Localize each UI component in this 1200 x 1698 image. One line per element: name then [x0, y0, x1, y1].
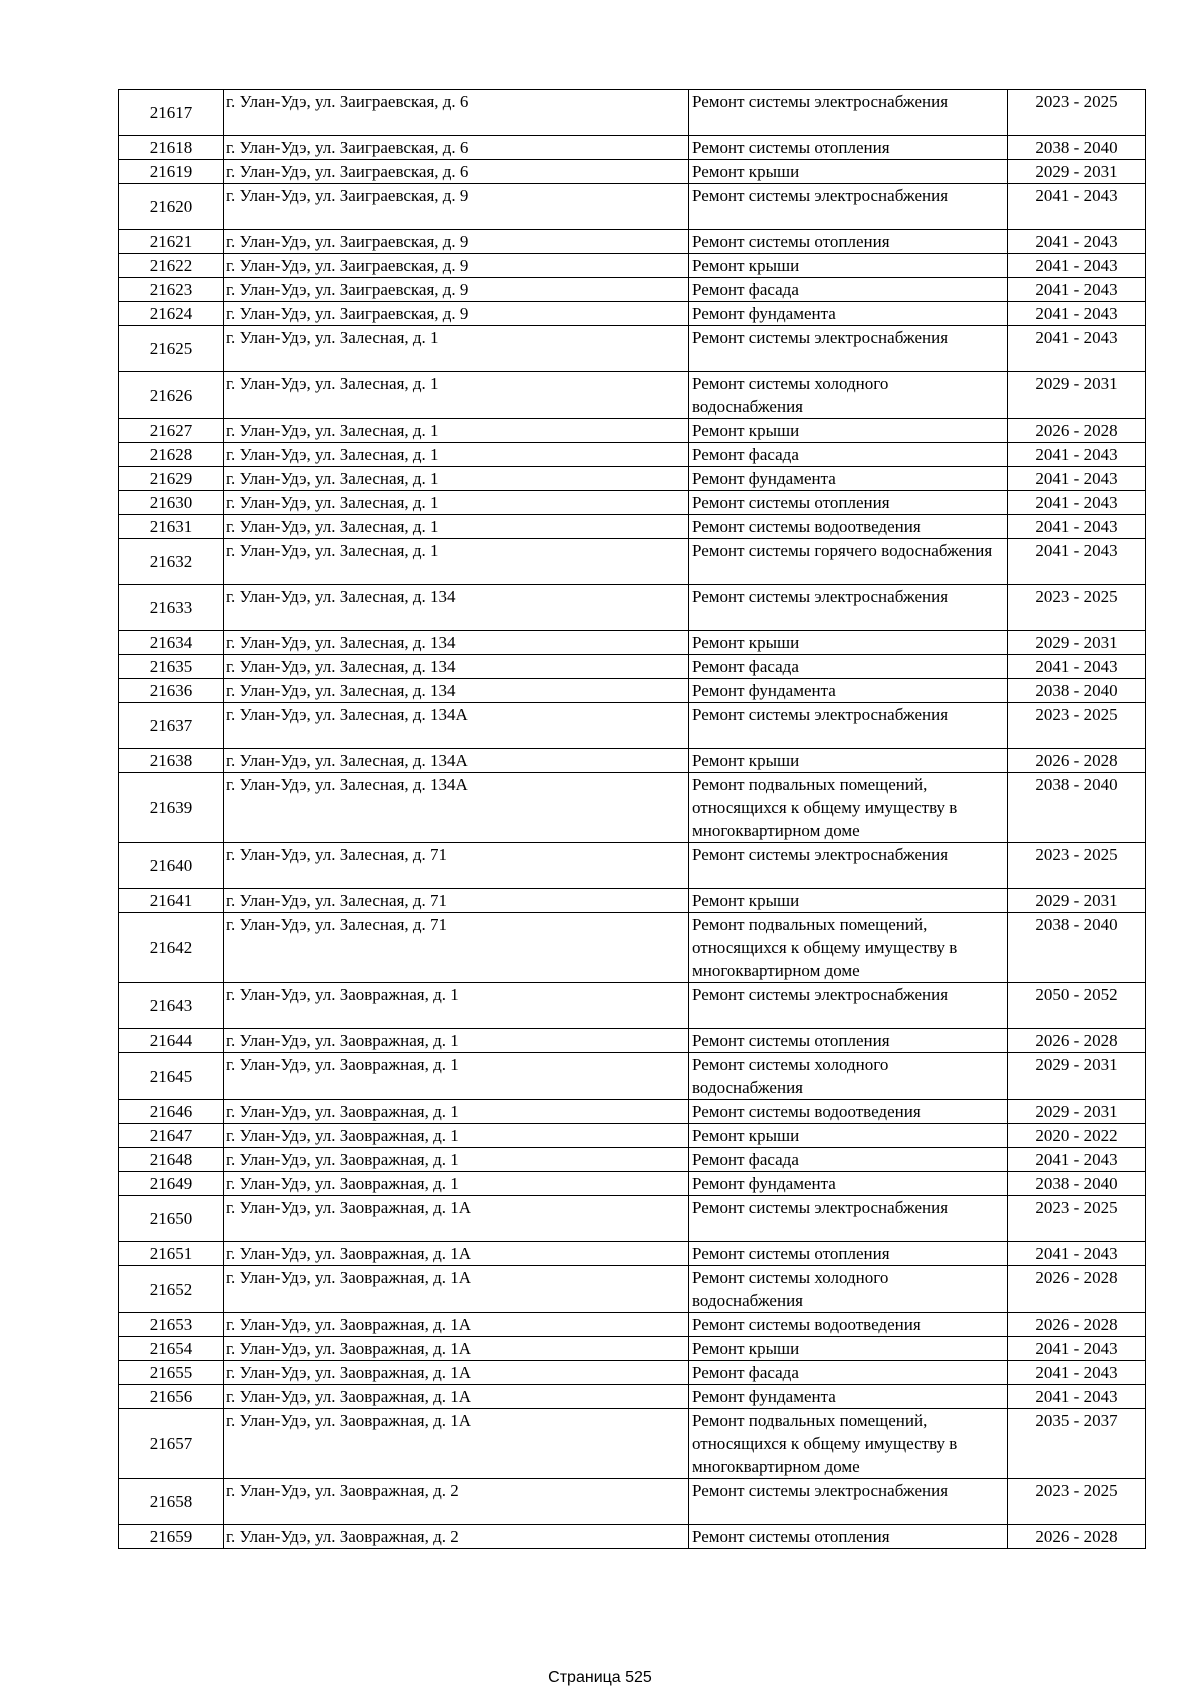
table-row: [119, 703, 1146, 749]
row-number: 21627: [119, 419, 224, 443]
row-address: г. Улан-Удэ, ул. Залесная, д. 1: [224, 443, 689, 467]
row-number: 21640: [119, 843, 224, 889]
row-address: г. Улан-Удэ, ул. Заовражная, д. 1А: [224, 1313, 689, 1337]
row-work-type: Ремонт крыши: [689, 254, 1008, 278]
row-address: г. Улан-Удэ, ул. Залесная, д. 134А: [224, 773, 689, 843]
table-row: [119, 254, 1146, 278]
row-work-type: Ремонт крыши: [689, 631, 1008, 655]
row-number: 21659: [119, 1525, 224, 1549]
row-number: 21625: [119, 326, 224, 372]
row-address: г. Улан-Удэ, ул. Залесная, д. 1: [224, 491, 689, 515]
table-row: [119, 136, 1146, 160]
row-number: 21643: [119, 983, 224, 1029]
row-years: 2029 - 2031: [1008, 631, 1146, 655]
row-years: 2038 - 2040: [1008, 1172, 1146, 1196]
row-work-type: Ремонт крыши: [689, 419, 1008, 443]
row-address: г. Улан-Удэ, ул. Залесная, д. 134: [224, 679, 689, 703]
works-table-body: [119, 90, 1146, 1549]
table-row: [119, 773, 1146, 843]
table-row: [119, 679, 1146, 703]
row-work-type: Ремонт системы электроснабжения: [689, 326, 1008, 372]
row-number: 21651: [119, 1242, 224, 1266]
page-number: Страница 525: [548, 1669, 652, 1686]
table-row: [119, 1029, 1146, 1053]
row-years: 2041 - 2043: [1008, 491, 1146, 515]
row-number: 21617: [119, 90, 224, 136]
row-years: 2035 - 2037: [1008, 1409, 1146, 1479]
table-row: [119, 1242, 1146, 1266]
row-work-type: Ремонт системы отопления: [689, 136, 1008, 160]
row-number: 21633: [119, 585, 224, 631]
row-number: 21622: [119, 254, 224, 278]
row-work-type: Ремонт системы электроснабжения: [689, 184, 1008, 230]
row-work-type: Ремонт системы электроснабжения: [689, 703, 1008, 749]
table-row: [119, 631, 1146, 655]
row-number: 21648: [119, 1148, 224, 1172]
row-number: 21628: [119, 443, 224, 467]
table-row: [119, 1053, 1146, 1100]
row-number: 21641: [119, 889, 224, 913]
row-work-type: Ремонт фундамента: [689, 1385, 1008, 1409]
row-years: 2041 - 2043: [1008, 1242, 1146, 1266]
row-number: 21642: [119, 913, 224, 983]
table-row: [119, 1124, 1146, 1148]
row-years: 2023 - 2025: [1008, 703, 1146, 749]
row-address: г. Улан-Удэ, ул. Заовражная, д. 1: [224, 1053, 689, 1100]
row-years: 2029 - 2031: [1008, 160, 1146, 184]
row-address: г. Улан-Удэ, ул. Заиграевская, д. 6: [224, 160, 689, 184]
row-number: 21631: [119, 515, 224, 539]
row-years: 2023 - 2025: [1008, 843, 1146, 889]
row-work-type: Ремонт фасада: [689, 1361, 1008, 1385]
row-work-type: Ремонт системы отопления: [689, 1525, 1008, 1549]
row-years: 2041 - 2043: [1008, 1148, 1146, 1172]
row-address: г. Улан-Удэ, ул. Залесная, д. 1: [224, 467, 689, 491]
row-work-type: Ремонт системы водоотведения: [689, 515, 1008, 539]
row-years: 2038 - 2040: [1008, 679, 1146, 703]
table-row: [119, 1409, 1146, 1479]
row-number: 21634: [119, 631, 224, 655]
row-address: г. Улан-Удэ, ул. Заовражная, д. 1А: [224, 1266, 689, 1313]
table-row: [119, 889, 1146, 913]
row-number: 21618: [119, 136, 224, 160]
row-address: г. Улан-Удэ, ул. Заовражная, д. 1А: [224, 1409, 689, 1479]
row-years: 2026 - 2028: [1008, 1313, 1146, 1337]
table-row: [119, 1479, 1146, 1525]
row-years: 2050 - 2052: [1008, 983, 1146, 1029]
row-years: 2041 - 2043: [1008, 1337, 1146, 1361]
row-number: 21644: [119, 1029, 224, 1053]
row-work-type: Ремонт крыши: [689, 749, 1008, 773]
row-number: 21657: [119, 1409, 224, 1479]
table-row: [119, 302, 1146, 326]
row-number: 21620: [119, 184, 224, 230]
row-address: г. Улан-Удэ, ул. Залесная, д. 1: [224, 326, 689, 372]
row-years: 2026 - 2028: [1008, 1525, 1146, 1549]
table-row: [119, 1313, 1146, 1337]
row-years: 2041 - 2043: [1008, 254, 1146, 278]
row-work-type: Ремонт крыши: [689, 1124, 1008, 1148]
row-work-type: Ремонт системы отопления: [689, 491, 1008, 515]
row-number: 21658: [119, 1479, 224, 1525]
row-address: г. Улан-Удэ, ул. Залесная, д. 134: [224, 585, 689, 631]
row-number: 21636: [119, 679, 224, 703]
row-years: 2026 - 2028: [1008, 419, 1146, 443]
row-address: г. Улан-Удэ, ул. Заиграевская, д. 6: [224, 90, 689, 136]
row-years: 2023 - 2025: [1008, 1479, 1146, 1525]
row-number: 21632: [119, 539, 224, 585]
row-work-type: Ремонт системы горячего водоснабжения: [689, 539, 1008, 585]
row-work-type: Ремонт фасада: [689, 443, 1008, 467]
table-row: [119, 160, 1146, 184]
table-row: [119, 278, 1146, 302]
row-years: 2041 - 2043: [1008, 326, 1146, 372]
table-row: [119, 1337, 1146, 1361]
row-address: г. Улан-Удэ, ул. Заовражная, д. 1: [224, 1124, 689, 1148]
table-row: [119, 1385, 1146, 1409]
row-years: 2041 - 2043: [1008, 1385, 1146, 1409]
row-number: 21654: [119, 1337, 224, 1361]
row-years: 2041 - 2043: [1008, 515, 1146, 539]
row-work-type: Ремонт системы холодного водоснабжения: [689, 372, 1008, 419]
row-years: 2041 - 2043: [1008, 443, 1146, 467]
row-work-type: Ремонт системы отопления: [689, 1029, 1008, 1053]
row-number: 21624: [119, 302, 224, 326]
table-row: [119, 1196, 1146, 1242]
row-years: 2041 - 2043: [1008, 184, 1146, 230]
row-number: 21647: [119, 1124, 224, 1148]
row-number: 21650: [119, 1196, 224, 1242]
row-number: 21652: [119, 1266, 224, 1313]
table-row: [119, 90, 1146, 136]
row-work-type: Ремонт системы водоотведения: [689, 1313, 1008, 1337]
table-row: [119, 184, 1146, 230]
row-address: г. Улан-Удэ, ул. Заовражная, д. 1: [224, 1029, 689, 1053]
row-address: г. Улан-Удэ, ул. Залесная, д. 1: [224, 539, 689, 585]
row-work-type: Ремонт системы электроснабжения: [689, 1479, 1008, 1525]
row-work-type: Ремонт фундамента: [689, 467, 1008, 491]
row-address: г. Улан-Удэ, ул. Залесная, д. 134А: [224, 749, 689, 773]
table-row: [119, 372, 1146, 419]
row-years: 2041 - 2043: [1008, 539, 1146, 585]
row-years: 2026 - 2028: [1008, 1029, 1146, 1053]
row-number: 21637: [119, 703, 224, 749]
row-work-type: Ремонт фундамента: [689, 679, 1008, 703]
row-work-type: Ремонт системы холодного водоснабжения: [689, 1266, 1008, 1313]
row-work-type: Ремонт крыши: [689, 889, 1008, 913]
row-number: 21645: [119, 1053, 224, 1100]
row-years: 2038 - 2040: [1008, 913, 1146, 983]
row-work-type: Ремонт системы электроснабжения: [689, 843, 1008, 889]
row-work-type: Ремонт системы электроснабжения: [689, 585, 1008, 631]
table-row: [119, 1361, 1146, 1385]
row-years: 2023 - 2025: [1008, 585, 1146, 631]
table-row: [119, 539, 1146, 585]
table-row: [119, 1172, 1146, 1196]
row-work-type: Ремонт фасада: [689, 1148, 1008, 1172]
row-work-type: Ремонт системы отопления: [689, 230, 1008, 254]
row-work-type: Ремонт системы холодного водоснабжения: [689, 1053, 1008, 1100]
row-work-type: Ремонт системы водоотведения: [689, 1100, 1008, 1124]
row-address: г. Улан-Удэ, ул. Залесная, д. 71: [224, 889, 689, 913]
works-table: [118, 89, 1146, 1549]
row-number: 21629: [119, 467, 224, 491]
row-years: 2041 - 2043: [1008, 1361, 1146, 1385]
row-work-type: Ремонт фасада: [689, 655, 1008, 679]
row-number: 21656: [119, 1385, 224, 1409]
row-address: г. Улан-Удэ, ул. Заовражная, д. 1: [224, 1148, 689, 1172]
table-row: [119, 419, 1146, 443]
row-work-type: Ремонт подвальных помещений, относящихся к общему имуществу в многоквартирном доме: [689, 913, 1008, 983]
table-row: [119, 843, 1146, 889]
row-address: г. Улан-Удэ, ул. Залесная, д. 1: [224, 419, 689, 443]
row-work-type: Ремонт фундамента: [689, 302, 1008, 326]
row-number: 21623: [119, 278, 224, 302]
row-address: г. Улан-Удэ, ул. Заовражная, д. 1А: [224, 1196, 689, 1242]
row-address: г. Улан-Удэ, ул. Заиграевская, д. 9: [224, 302, 689, 326]
table-row: [119, 515, 1146, 539]
row-number: 21638: [119, 749, 224, 773]
table-row: [119, 749, 1146, 773]
row-address: г. Улан-Удэ, ул. Залесная, д. 1: [224, 515, 689, 539]
row-years: 2041 - 2043: [1008, 655, 1146, 679]
row-address: г. Улан-Удэ, ул. Заовражная, д. 1А: [224, 1361, 689, 1385]
row-years: 2029 - 2031: [1008, 889, 1146, 913]
table-row: [119, 913, 1146, 983]
row-number: 21626: [119, 372, 224, 419]
page-footer: [0, 1669, 1200, 1687]
table-row: [119, 1100, 1146, 1124]
row-address: г. Улан-Удэ, ул. Залесная, д. 134А: [224, 703, 689, 749]
row-address: г. Улан-Удэ, ул. Заиграевская, д. 6: [224, 136, 689, 160]
row-number: 21646: [119, 1100, 224, 1124]
row-work-type: Ремонт подвальных помещений, относящихся к общему имуществу в многоквартирном доме: [689, 1409, 1008, 1479]
row-years: 2038 - 2040: [1008, 136, 1146, 160]
table-row: [119, 443, 1146, 467]
row-number: 21639: [119, 773, 224, 843]
table-row: [119, 655, 1146, 679]
row-years: 2026 - 2028: [1008, 749, 1146, 773]
table-row: [119, 230, 1146, 254]
row-address: г. Улан-Удэ, ул. Залесная, д. 134: [224, 631, 689, 655]
row-years: 2041 - 2043: [1008, 278, 1146, 302]
row-address: г. Улан-Удэ, ул. Заиграевская, д. 9: [224, 278, 689, 302]
row-work-type: Ремонт системы электроснабжения: [689, 90, 1008, 136]
table-row: [119, 467, 1146, 491]
table-row: [119, 491, 1146, 515]
row-address: г. Улан-Удэ, ул. Залесная, д. 71: [224, 843, 689, 889]
row-years: 2023 - 2025: [1008, 1196, 1146, 1242]
table-row: [119, 326, 1146, 372]
row-address: г. Улан-Удэ, ул. Залесная, д. 71: [224, 913, 689, 983]
row-number: 21635: [119, 655, 224, 679]
row-years: 2026 - 2028: [1008, 1266, 1146, 1313]
row-address: г. Улан-Удэ, ул. Заиграевская, д. 9: [224, 184, 689, 230]
row-years: 2023 - 2025: [1008, 90, 1146, 136]
table-row: [119, 983, 1146, 1029]
row-number: 21621: [119, 230, 224, 254]
row-address: г. Улан-Удэ, ул. Заовражная, д. 1: [224, 1100, 689, 1124]
row-work-type: Ремонт системы электроснабжения: [689, 983, 1008, 1029]
row-number: 21630: [119, 491, 224, 515]
row-address: г. Улан-Удэ, ул. Заовражная, д. 1А: [224, 1337, 689, 1361]
table-row: [119, 1266, 1146, 1313]
row-address: г. Улан-Удэ, ул. Заовражная, д. 1: [224, 1172, 689, 1196]
table-row: [119, 1525, 1146, 1549]
row-address: г. Улан-Удэ, ул. Заовражная, д. 2: [224, 1525, 689, 1549]
row-number: 21619: [119, 160, 224, 184]
row-work-type: Ремонт фасада: [689, 278, 1008, 302]
row-address: г. Улан-Удэ, ул. Залесная, д. 1: [224, 372, 689, 419]
row-work-type: Ремонт системы отопления: [689, 1242, 1008, 1266]
row-work-type: Ремонт системы электроснабжения: [689, 1196, 1008, 1242]
row-address: г. Улан-Удэ, ул. Залесная, д. 134: [224, 655, 689, 679]
row-number: 21653: [119, 1313, 224, 1337]
row-work-type: Ремонт крыши: [689, 1337, 1008, 1361]
row-years: 2041 - 2043: [1008, 302, 1146, 326]
row-number: 21649: [119, 1172, 224, 1196]
row-work-type: Ремонт подвальных помещений, относящихся к общему имуществу в многоквартирном доме: [689, 773, 1008, 843]
row-work-type: Ремонт фундамента: [689, 1172, 1008, 1196]
row-address: г. Улан-Удэ, ул. Заовражная, д. 2: [224, 1479, 689, 1525]
row-years: 2041 - 2043: [1008, 230, 1146, 254]
row-years: 2029 - 2031: [1008, 372, 1146, 419]
row-years: 2041 - 2043: [1008, 467, 1146, 491]
row-years: 2029 - 2031: [1008, 1053, 1146, 1100]
row-address: г. Улан-Удэ, ул. Заиграевская, д. 9: [224, 254, 689, 278]
table-row: [119, 585, 1146, 631]
row-address: г. Улан-Удэ, ул. Заовражная, д. 1А: [224, 1242, 689, 1266]
row-years: 2038 - 2040: [1008, 773, 1146, 843]
row-address: г. Улан-Удэ, ул. Заиграевская, д. 9: [224, 230, 689, 254]
row-number: 21655: [119, 1361, 224, 1385]
row-years: 2020 - 2022: [1008, 1124, 1146, 1148]
row-work-type: Ремонт крыши: [689, 160, 1008, 184]
row-years: 2029 - 2031: [1008, 1100, 1146, 1124]
table-row: [119, 1148, 1146, 1172]
row-address: г. Улан-Удэ, ул. Заовражная, д. 1А: [224, 1385, 689, 1409]
row-address: г. Улан-Удэ, ул. Заовражная, д. 1: [224, 983, 689, 1029]
